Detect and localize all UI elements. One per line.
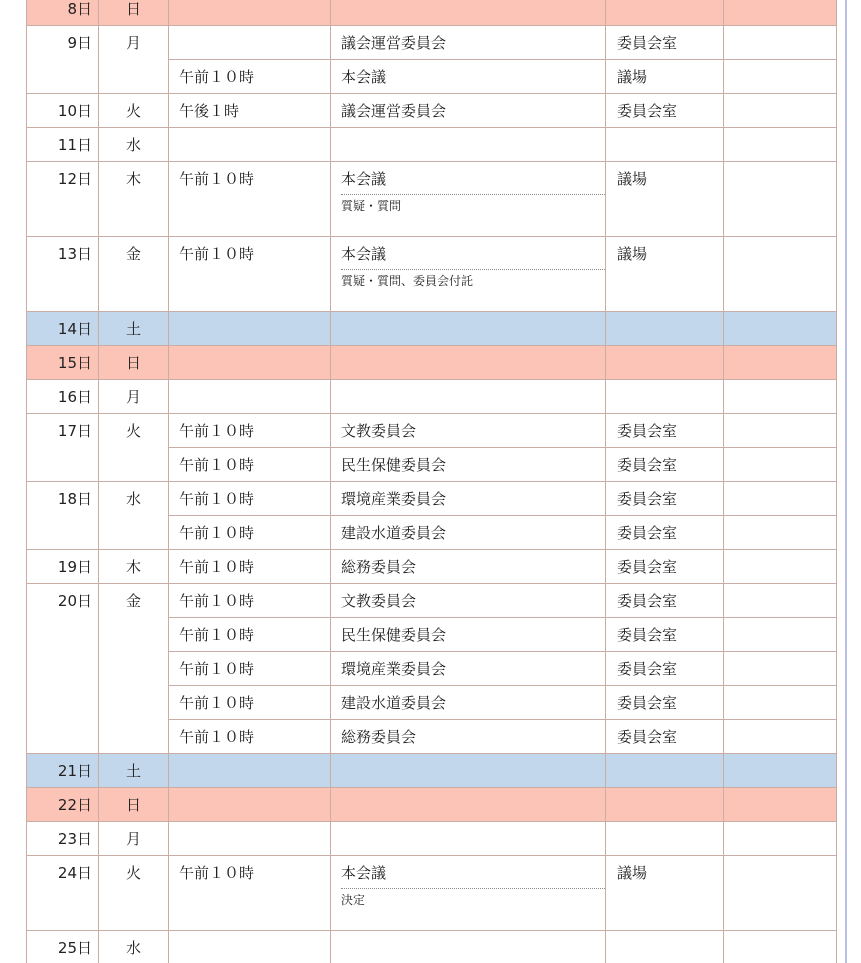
weekday-cell-text: 金 — [125, 245, 141, 263]
day-cell — [27, 162, 99, 237]
place-cell — [606, 162, 724, 237]
event-cell-text: 文教委員会 — [341, 592, 417, 610]
weekday-cell — [99, 380, 169, 414]
day-cell — [27, 754, 99, 788]
day-cell — [27, 346, 99, 380]
event-cell-text — [331, 380, 605, 387]
time-cell-text: 午後１時 — [179, 102, 240, 120]
place-cell-text — [606, 312, 723, 319]
day-cell-text: 16日 — [57, 388, 92, 406]
place-cell-text — [606, 346, 723, 353]
event-cell — [331, 822, 606, 856]
weekday-cell-text: 月 — [125, 34, 141, 52]
schedule-row — [27, 26, 837, 60]
weekday-cell — [99, 414, 169, 482]
schedule-row — [27, 162, 837, 237]
weekday-cell — [99, 94, 169, 128]
extra-cell — [724, 652, 837, 686]
time-cell-text: 午前１０時 — [179, 660, 255, 678]
place-cell-text: 委員会室 — [617, 490, 678, 508]
extra-cell — [724, 26, 837, 60]
event-cell-text — [331, 128, 605, 135]
day-cell — [27, 856, 99, 931]
place-cell-text: 委員会室 — [617, 592, 678, 610]
day-cell — [27, 482, 99, 550]
day-cell — [27, 550, 99, 584]
time-cell — [169, 584, 331, 618]
day-cell-text: 14日 — [57, 320, 92, 338]
weekday-cell — [99, 584, 169, 754]
schedule-row — [27, 414, 837, 448]
extra-cell — [724, 60, 837, 94]
event-cell — [331, 0, 606, 26]
extra-cell — [724, 516, 837, 550]
event-cell — [331, 618, 606, 652]
time-cell — [169, 26, 331, 60]
event-cell — [331, 652, 606, 686]
time-cell — [169, 312, 331, 346]
event-cell-text: 環境産業委員会 — [341, 660, 447, 678]
event-cell-text: 文教委員会 — [341, 422, 417, 440]
event-cell — [331, 414, 606, 448]
extra-cell — [724, 312, 837, 346]
time-cell — [169, 482, 331, 516]
time-cell — [169, 414, 331, 448]
place-cell-text: 委員会室 — [617, 34, 678, 52]
extra-cell — [724, 380, 837, 414]
place-cell — [606, 788, 724, 822]
time-cell-text: 午前１０時 — [179, 170, 255, 188]
time-cell — [169, 931, 331, 963]
place-cell-text — [606, 128, 723, 135]
day-cell-text: 17日 — [57, 422, 92, 440]
place-cell-text: 委員会室 — [617, 626, 678, 644]
event-cell — [331, 788, 606, 822]
place-cell-text: 議場 — [617, 170, 648, 188]
day-cell-text: 19日 — [57, 558, 92, 576]
time-cell — [169, 754, 331, 788]
weekday-cell-text: 水 — [125, 136, 141, 154]
event-cell — [331, 720, 606, 754]
place-cell — [606, 754, 724, 788]
place-cell — [606, 652, 724, 686]
place-cell — [606, 448, 724, 482]
place-cell-text: 委員会室 — [617, 660, 678, 678]
weekday-cell-text: 月 — [125, 830, 141, 848]
time-cell — [169, 237, 331, 312]
place-cell-text: 議場 — [617, 864, 648, 882]
weekday-cell — [99, 237, 169, 312]
event-cell-text — [331, 931, 605, 938]
weekday-cell — [99, 754, 169, 788]
schedule-row — [27, 312, 837, 346]
place-cell — [606, 618, 724, 652]
time-cell-text: 午前１０時 — [179, 490, 255, 508]
day-cell-text: 20日 — [57, 592, 92, 610]
event-cell-text: 本会議 — [341, 245, 387, 263]
extra-cell — [724, 931, 837, 963]
weekday-cell-text: 金 — [125, 592, 141, 610]
event-cell-text: 民生保健委員会 — [341, 456, 447, 474]
schedule-row — [27, 0, 837, 26]
event-cell — [331, 550, 606, 584]
place-cell-text: 委員会室 — [617, 102, 678, 120]
event-cell-text — [331, 788, 605, 795]
weekday-cell-text: 土 — [125, 762, 141, 780]
schedule-row — [27, 584, 837, 618]
weekday-cell — [99, 822, 169, 856]
place-cell-text — [606, 788, 723, 795]
weekday-cell-text: 日 — [125, 354, 141, 372]
session-schedule-table — [26, 0, 837, 963]
weekday-cell — [99, 550, 169, 584]
time-cell — [169, 516, 331, 550]
day-cell — [27, 94, 99, 128]
event-cell-text: 環境産業委員会 — [341, 490, 447, 508]
day-cell-text: 22日 — [57, 796, 92, 814]
schedule-row — [27, 94, 837, 128]
place-cell — [606, 346, 724, 380]
event-cell-text: 民生保健委員会 — [341, 626, 447, 644]
time-cell — [169, 550, 331, 584]
time-cell-text — [169, 380, 330, 387]
time-cell-text: 午前１０時 — [179, 626, 255, 644]
extra-cell — [724, 414, 837, 448]
weekday-cell-text: 土 — [125, 320, 141, 338]
schedule-row — [27, 380, 837, 414]
place-cell — [606, 584, 724, 618]
event-cell — [331, 482, 606, 516]
day-cell — [27, 788, 99, 822]
schedule-row — [27, 822, 837, 856]
time-cell-text: 午前１０時 — [179, 524, 255, 542]
extra-cell — [724, 128, 837, 162]
time-cell-text: 午前１０時 — [179, 592, 255, 610]
time-cell-text: 午前１０時 — [179, 68, 255, 86]
schedule-row — [27, 931, 837, 963]
place-cell — [606, 414, 724, 448]
day-cell-text: 23日 — [57, 830, 92, 848]
weekday-cell — [99, 788, 169, 822]
weekday-cell-text: 木 — [125, 170, 141, 188]
time-cell — [169, 128, 331, 162]
time-cell — [169, 448, 331, 482]
schedule-row — [27, 237, 837, 312]
extra-cell — [724, 754, 837, 788]
day-cell — [27, 931, 99, 963]
page-right-rule — [845, 0, 847, 963]
weekday-cell — [99, 0, 169, 26]
event-cell-text — [331, 754, 605, 761]
place-cell — [606, 60, 724, 94]
time-cell-text — [169, 128, 330, 135]
event-cell — [331, 26, 606, 60]
weekday-cell — [99, 856, 169, 931]
weekday-cell-text: 火 — [125, 422, 141, 440]
extra-cell — [724, 482, 837, 516]
day-cell — [27, 312, 99, 346]
event-note: 質疑・質問、委員会付託 — [341, 269, 605, 290]
weekday-cell-text: 日 — [125, 0, 141, 18]
event-cell — [331, 754, 606, 788]
extra-cell — [724, 856, 837, 931]
extra-cell — [724, 0, 837, 26]
place-cell — [606, 856, 724, 931]
place-cell — [606, 822, 724, 856]
event-cell — [331, 346, 606, 380]
weekday-cell — [99, 312, 169, 346]
event-cell-text: 総務委員会 — [341, 728, 417, 746]
weekday-cell-text: 水 — [125, 939, 141, 957]
time-cell — [169, 618, 331, 652]
extra-cell — [724, 686, 837, 720]
day-cell-text: 21日 — [57, 762, 92, 780]
time-cell — [169, 686, 331, 720]
event-cell-text: 本会議 — [341, 170, 387, 188]
event-cell — [331, 162, 606, 237]
day-cell-text: 13日 — [57, 245, 92, 263]
day-cell — [27, 380, 99, 414]
event-cell-text — [331, 822, 605, 829]
extra-cell — [724, 237, 837, 312]
time-cell — [169, 856, 331, 931]
extra-cell — [724, 94, 837, 128]
place-cell-text: 委員会室 — [617, 524, 678, 542]
event-cell — [331, 380, 606, 414]
day-cell — [27, 26, 99, 94]
event-cell-text: 本会議 — [341, 68, 387, 86]
weekday-cell — [99, 482, 169, 550]
time-cell — [169, 60, 331, 94]
day-cell-text: 9日 — [67, 34, 92, 52]
time-cell-text — [169, 346, 330, 353]
day-cell-text: 15日 — [57, 354, 92, 372]
time-cell-text: 午前１０時 — [179, 728, 255, 746]
day-cell-text: 24日 — [57, 864, 92, 882]
day-cell-text: 11日 — [57, 136, 92, 154]
time-cell-text: 午前１０時 — [179, 694, 255, 712]
day-cell-text: 10日 — [57, 102, 92, 120]
time-cell — [169, 652, 331, 686]
place-cell-text: 議場 — [617, 68, 648, 86]
event-cell-text: 総務委員会 — [341, 558, 417, 576]
schedule-row — [27, 482, 837, 516]
event-cell-text: 建設水道委員会 — [341, 524, 447, 542]
time-cell — [169, 380, 331, 414]
weekday-cell — [99, 346, 169, 380]
schedule-row — [27, 856, 837, 931]
event-note: 質疑・質問 — [341, 194, 605, 215]
extra-cell — [724, 550, 837, 584]
day-cell-text: 8日 — [67, 0, 92, 18]
place-cell — [606, 550, 724, 584]
place-cell-text: 委員会室 — [617, 694, 678, 712]
time-cell — [169, 720, 331, 754]
extra-cell — [724, 618, 837, 652]
time-cell-text — [169, 312, 330, 319]
place-cell-text: 委員会室 — [617, 422, 678, 440]
place-cell — [606, 237, 724, 312]
weekday-cell-text: 日 — [125, 796, 141, 814]
time-cell — [169, 94, 331, 128]
event-cell — [331, 60, 606, 94]
time-cell-text: 午前１０時 — [179, 245, 255, 263]
extra-cell — [724, 720, 837, 754]
time-cell-text: 午前１０時 — [179, 456, 255, 474]
time-cell-text: 午前１０時 — [179, 864, 255, 882]
time-cell — [169, 788, 331, 822]
day-cell — [27, 237, 99, 312]
schedule-body — [27, 0, 837, 963]
weekday-cell — [99, 26, 169, 94]
place-cell — [606, 482, 724, 516]
extra-cell — [724, 162, 837, 237]
place-cell — [606, 380, 724, 414]
place-cell-text — [606, 754, 723, 761]
event-cell — [331, 931, 606, 963]
event-note: 決定 — [341, 888, 605, 909]
event-cell — [331, 128, 606, 162]
event-cell — [331, 584, 606, 618]
place-cell — [606, 931, 724, 963]
weekday-cell — [99, 128, 169, 162]
extra-cell — [724, 822, 837, 856]
event-cell-text: 本会議 — [341, 864, 387, 882]
time-cell-text — [169, 26, 330, 33]
extra-cell — [724, 346, 837, 380]
weekday-cell-text: 木 — [125, 558, 141, 576]
day-cell-text: 18日 — [57, 490, 92, 508]
day-cell — [27, 822, 99, 856]
event-cell-text: 建設水道委員会 — [341, 694, 447, 712]
weekday-cell-text: 火 — [125, 102, 141, 120]
extra-cell — [724, 448, 837, 482]
day-cell — [27, 584, 99, 754]
extra-cell — [724, 788, 837, 822]
place-cell — [606, 0, 724, 26]
schedule-row — [27, 788, 837, 822]
time-cell-text: 午前１０時 — [179, 422, 255, 440]
place-cell-text: 委員会室 — [617, 558, 678, 576]
event-cell — [331, 312, 606, 346]
schedule-row — [27, 550, 837, 584]
time-cell-text — [169, 931, 330, 938]
place-cell — [606, 26, 724, 60]
event-cell — [331, 448, 606, 482]
day-cell — [27, 414, 99, 482]
place-cell-text — [606, 822, 723, 829]
event-cell-text — [331, 312, 605, 319]
event-cell — [331, 516, 606, 550]
time-cell — [169, 822, 331, 856]
place-cell — [606, 516, 724, 550]
time-cell — [169, 162, 331, 237]
place-cell — [606, 94, 724, 128]
time-cell-text: 午前１０時 — [179, 558, 255, 576]
schedule-row — [27, 346, 837, 380]
place-cell-text — [606, 380, 723, 387]
weekday-cell — [99, 162, 169, 237]
place-cell-text: 議場 — [617, 245, 648, 263]
schedule-row — [27, 128, 837, 162]
place-cell — [606, 312, 724, 346]
day-cell — [27, 0, 99, 26]
place-cell — [606, 128, 724, 162]
event-cell — [331, 856, 606, 931]
place-cell-text — [606, 931, 723, 938]
time-cell — [169, 346, 331, 380]
time-cell-text — [169, 788, 330, 795]
place-cell — [606, 686, 724, 720]
day-cell — [27, 128, 99, 162]
schedule-row — [27, 754, 837, 788]
event-cell — [331, 237, 606, 312]
place-cell-text: 委員会室 — [617, 456, 678, 474]
time-cell — [169, 0, 331, 26]
weekday-cell-text: 月 — [125, 388, 141, 406]
place-cell — [606, 720, 724, 754]
time-cell-text — [169, 822, 330, 829]
weekday-cell-text: 火 — [125, 864, 141, 882]
event-cell — [331, 94, 606, 128]
day-cell-text: 25日 — [57, 939, 92, 957]
weekday-cell — [99, 931, 169, 963]
time-cell-text — [169, 754, 330, 761]
weekday-cell-text: 水 — [125, 490, 141, 508]
event-cell-text: 議会運営委員会 — [341, 102, 447, 120]
place-cell-text: 委員会室 — [617, 728, 678, 746]
event-cell-text: 議会運営委員会 — [341, 34, 447, 52]
event-cell-text — [331, 346, 605, 353]
event-cell — [331, 686, 606, 720]
day-cell-text: 12日 — [57, 170, 92, 188]
extra-cell — [724, 584, 837, 618]
